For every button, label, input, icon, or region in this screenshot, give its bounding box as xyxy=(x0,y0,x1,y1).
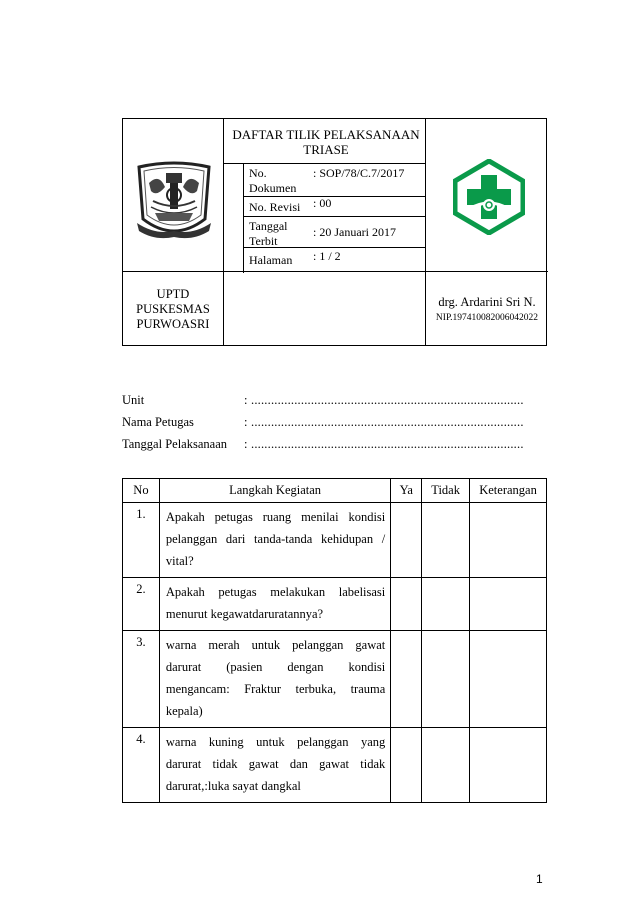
yes-cell[interactable] xyxy=(391,503,422,578)
unit-label: Unit xyxy=(122,393,145,407)
header-divider-left xyxy=(223,119,224,345)
no-answer-cell[interactable] xyxy=(422,728,470,803)
document-header xyxy=(122,118,547,346)
note-cell[interactable] xyxy=(470,631,547,728)
meta-row-divider xyxy=(243,196,425,197)
title-divider xyxy=(223,163,425,164)
signatory-nip: NIP.197410082006042022 xyxy=(435,313,539,323)
unit-field: : .................................................................................. xyxy=(244,393,524,407)
row-number: 3. xyxy=(123,631,160,728)
revision-value: : 00 xyxy=(313,196,332,210)
meta-label-divider xyxy=(243,163,244,273)
meta-row-divider xyxy=(243,216,425,217)
table-header-row xyxy=(123,479,547,503)
doc-no-label: No. Dokumen xyxy=(249,166,297,195)
table-row xyxy=(123,728,547,803)
table-row xyxy=(123,578,547,631)
officer-field: : .................................................................................. xyxy=(244,415,524,429)
regency-emblem-logo xyxy=(135,157,213,243)
page-number: 1 xyxy=(536,872,543,886)
header-divider-bottom xyxy=(123,271,548,272)
note-cell[interactable] xyxy=(470,728,547,803)
signatory-name: drg. Ardarini Sri N. xyxy=(438,295,536,309)
checklist-table xyxy=(122,478,547,803)
implementation-date-label: Tanggal Pelaksanaan xyxy=(122,437,227,451)
page-label: Halaman xyxy=(249,253,293,267)
table-row xyxy=(123,503,547,578)
table-row xyxy=(123,631,547,728)
row-step: Apakah petugas melakukan labelisasi menurut kegawatdaruratannya? xyxy=(159,578,390,631)
revision-label: No. Revisi xyxy=(249,200,301,214)
doc-no-value: : SOP/78/C.7/2017 xyxy=(313,166,405,180)
date-value: : 20 Januari 2017 xyxy=(313,225,396,239)
row-step: Apakah petugas ruang menilai kondisi pelanggan dari tanda-tanda kehidupan / vital? xyxy=(159,503,390,578)
kemenkes-logo xyxy=(453,159,525,235)
no-answer-cell[interactable] xyxy=(422,631,470,728)
col-header-note: Keterangan xyxy=(470,479,547,503)
no-answer-cell[interactable] xyxy=(422,578,470,631)
row-step: warna kuning untuk pelanggan yang darurat tidak gawat dan gawat tidak darurat,:luka sayat dangkal xyxy=(159,728,390,803)
row-step: warna merah untuk pelanggan gawat darurat (pasien dengan kondisi mengancam: Fraktur terbuka, trauma kepala) xyxy=(159,631,390,728)
institution-name: UPTD PUSKESMAS PURWOASRI xyxy=(136,287,210,331)
yes-cell[interactable] xyxy=(391,728,422,803)
col-header-step: Langkah Kegiatan xyxy=(159,479,390,503)
row-number: 4. xyxy=(123,728,160,803)
officer-label: Nama Petugas xyxy=(122,415,194,429)
no-answer-cell[interactable] xyxy=(422,503,470,578)
col-header-no: No xyxy=(123,479,160,503)
page-value: : 1 / 2 xyxy=(313,249,341,263)
date-label: Tanggal Terbit xyxy=(249,219,288,248)
note-cell[interactable] xyxy=(470,578,547,631)
row-number: 2. xyxy=(123,578,160,631)
col-header-no-answer: Tidak xyxy=(422,479,470,503)
row-number: 1. xyxy=(123,503,160,578)
document-title: DAFTAR TILIK PELAKSANAAN TRIASE xyxy=(232,127,420,157)
col-header-yes: Ya xyxy=(391,479,422,503)
yes-cell[interactable] xyxy=(391,578,422,631)
note-cell[interactable] xyxy=(470,503,547,578)
yes-cell[interactable] xyxy=(391,631,422,728)
implementation-date-field: : .................................................................................. xyxy=(244,437,524,451)
